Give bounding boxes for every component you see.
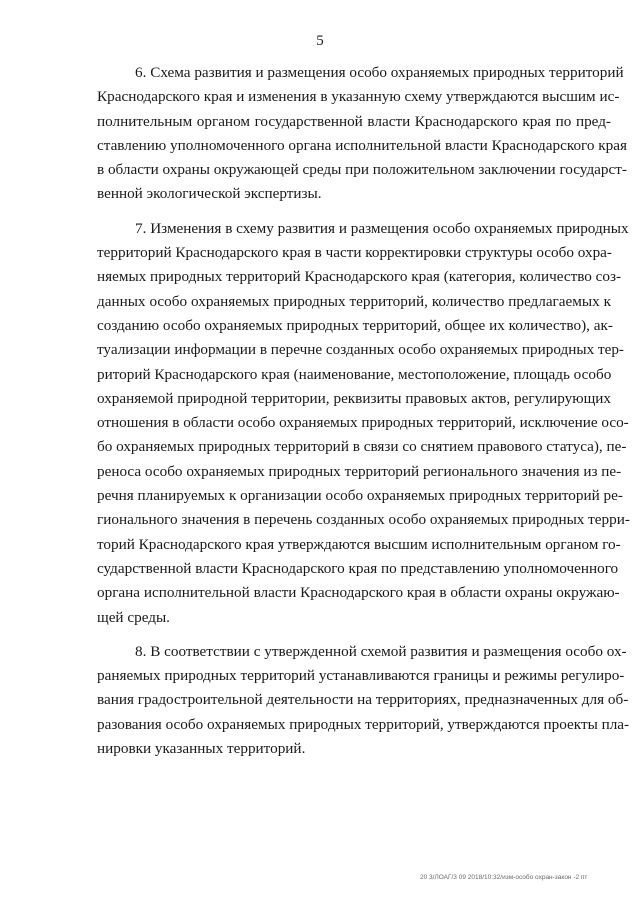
page-number: 5 <box>316 33 324 49</box>
text-line: нировки указанных территорий. <box>97 740 306 758</box>
text-line: полнительным органом государственной власти Краснодарского края по пред- <box>97 112 611 130</box>
text-line: речня планируемых к организации особо охраняемых природных территорий ре- <box>97 487 623 505</box>
text-line: в области охраны окружающей среды при положительном заключении государст- <box>97 161 627 179</box>
text-line: венной экологической экспертизы. <box>97 185 322 203</box>
text-line: реноса особо охраняемых природных территорий регионального значения из пе- <box>97 462 622 480</box>
text-line: 7. Изменения в схему развития и размещения особо охраняемых природных <box>135 219 629 237</box>
text-line: торий Краснодарского края утверждаются высшим исполнительным органом го- <box>97 535 621 553</box>
paragraph-8 <box>97 640 630 761</box>
paragraph-6 <box>97 61 628 207</box>
text-line: няемых природных территорий Краснодарского края (категория, количество соз- <box>97 268 622 286</box>
text-line: туализации информации в перечне созданных особо охраняемых природных тер- <box>97 341 624 359</box>
text-line: риторий Краснодарского края (наименование, местоположение, площадь особо <box>97 365 612 383</box>
text-line: сударственной власти Краснодарского края по представлению уполномоченного <box>97 559 619 577</box>
text-line: территорий Краснодарского края в части корректировки структуры особо охра- <box>97 244 612 262</box>
text-line: вания градостроительной деятельности на территориях, предназначенных для об- <box>97 691 629 709</box>
text-line: раняемых природных территорий устанавливаются границы и режимы регулиро- <box>97 667 625 685</box>
text-line: Краснодарского края и изменения в указанную схему утверждаются высшим ис- <box>97 88 620 106</box>
text-line: созданию особо охраняемых природных территорий, общее их количество), ак- <box>97 316 613 334</box>
footer-document-code: 20 3/ЛОАГ/3 09 2018/10:32/изм-особо охран-закон -2 пт <box>420 874 588 881</box>
text-line: 8. В соответствии с утвержденной схемой развития и размещения особо ох- <box>135 642 627 660</box>
text-line: данных особо охраняемых природных территорий, количество предлагаемых к <box>97 292 611 310</box>
text-line: щей среды. <box>97 608 170 626</box>
text-line: 6. Схема развития и размещения особо охраняемых природных территорий <box>135 64 624 81</box>
text-line: разования особо охраняемых природных территорий, утверждаются проекты пла- <box>97 715 630 733</box>
text-line: бо охраняемых природных территорий в связи со снятием правового статуса), пе- <box>97 438 627 456</box>
text-line: органа исполнительной власти Краснодарского края в области охраны окружаю- <box>97 584 620 602</box>
paragraph-7 <box>97 217 630 630</box>
text-line: ставлению уполномоченного органа исполнительной власти Краснодарского края <box>97 136 628 154</box>
document-body <box>97 61 630 761</box>
text-line: охраняемой природной территории, реквизиты правовых актов, регулирующих <box>97 389 611 407</box>
text-line: гионального значения в перечень созданных особо охраняемых природных терри- <box>97 511 630 529</box>
text-line: отношения в области особо охраняемых природных территорий, исключение осо- <box>97 414 629 432</box>
